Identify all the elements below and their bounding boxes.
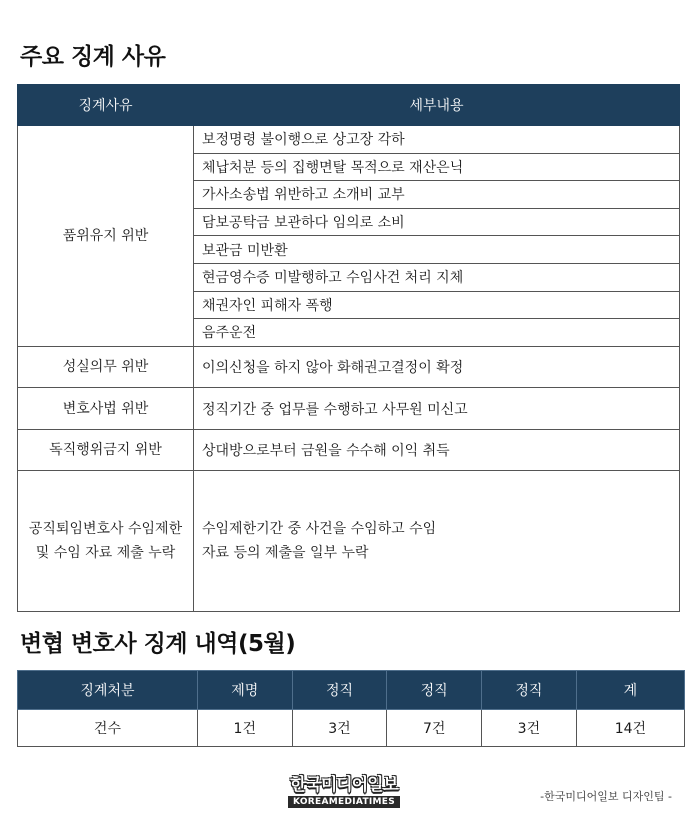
table-row xyxy=(18,126,680,154)
table-header-row xyxy=(18,671,685,710)
header-details: 세부내용 xyxy=(194,85,680,126)
count-cell: 14건 xyxy=(576,710,684,747)
table-row xyxy=(18,710,685,747)
table-row xyxy=(18,346,680,388)
detail-cell xyxy=(194,471,680,612)
detail-cell: 상대방으로부터 금원을 수수해 이익 취득 xyxy=(194,429,680,471)
detail-cell: 음주운전 xyxy=(194,319,680,347)
table-row xyxy=(18,388,680,430)
header-cell: 정직 xyxy=(482,671,577,710)
category-cell: 품위유지 위반 xyxy=(18,126,194,347)
header-reason: 징계사유 xyxy=(18,85,194,126)
category-text: 공직퇴임변호사 수임제한 및 수임 자료 제출 누락 xyxy=(28,521,183,562)
header-cell: 정직 xyxy=(387,671,482,710)
count-cell: 3건 xyxy=(292,710,387,747)
detail-cell: 현금영수증 미발행하고 수임사건 처리 지체 xyxy=(194,263,680,291)
count-cell: 3건 xyxy=(482,710,577,747)
publisher-logo xyxy=(288,770,400,808)
count-cell: 건수 xyxy=(18,710,198,747)
design-credit: -한국미디어일보 디자인팀 - xyxy=(540,790,672,803)
logo-korean-text: 한국미디어일보 xyxy=(290,775,398,795)
detail-cell: 담보공탁금 보관하다 임의로 소비 xyxy=(194,208,680,236)
category-cell xyxy=(18,471,194,612)
section-title-disciplinary-record: 변협 변호사 징계 내역(5월) xyxy=(20,631,296,657)
table-row xyxy=(18,471,680,612)
category-cell: 성실의무 위반 xyxy=(18,346,194,388)
table-row xyxy=(18,429,680,471)
header-cell: 정직 xyxy=(292,671,387,710)
header-cell: 징계처분 xyxy=(18,671,198,710)
detail-cell: 체납처분 등의 집행면탈 목적으로 재산은닉 xyxy=(194,153,680,181)
detail-cell: 보관금 미반환 xyxy=(194,236,680,264)
count-cell: 1건 xyxy=(197,710,292,747)
disciplinary-record-table xyxy=(17,670,685,747)
table-header-row xyxy=(18,85,680,126)
count-cell: 7건 xyxy=(387,710,482,747)
category-cell: 독직행위금지 위반 xyxy=(18,429,194,471)
detail-cell: 가사소송법 위반하고 소개비 교부 xyxy=(194,181,680,209)
section-title-disciplinary-reasons: 주요 징계 사유 xyxy=(20,44,166,70)
logo-english-text: KOREAMEDIATIMES xyxy=(288,796,400,808)
header-cell: 계 xyxy=(576,671,684,710)
disciplinary-reasons-table xyxy=(17,84,680,612)
category-cell: 변호사법 위반 xyxy=(18,388,194,430)
detail-cell: 정직기간 중 업무를 수행하고 사무원 미신고 xyxy=(194,388,680,430)
detail-cell: 이의신청을 하지 않아 화해권고결정이 확정 xyxy=(194,346,680,388)
detail-text: 수임제한기간 중 사건을 수임하고 수임자료 등의 제출을 일부 누락 xyxy=(202,521,437,562)
detail-cell: 보정명령 불이행으로 상고장 각하 xyxy=(194,126,680,154)
detail-cell: 채권자인 피해자 폭행 xyxy=(194,291,680,319)
header-cell: 제명 xyxy=(197,671,292,710)
